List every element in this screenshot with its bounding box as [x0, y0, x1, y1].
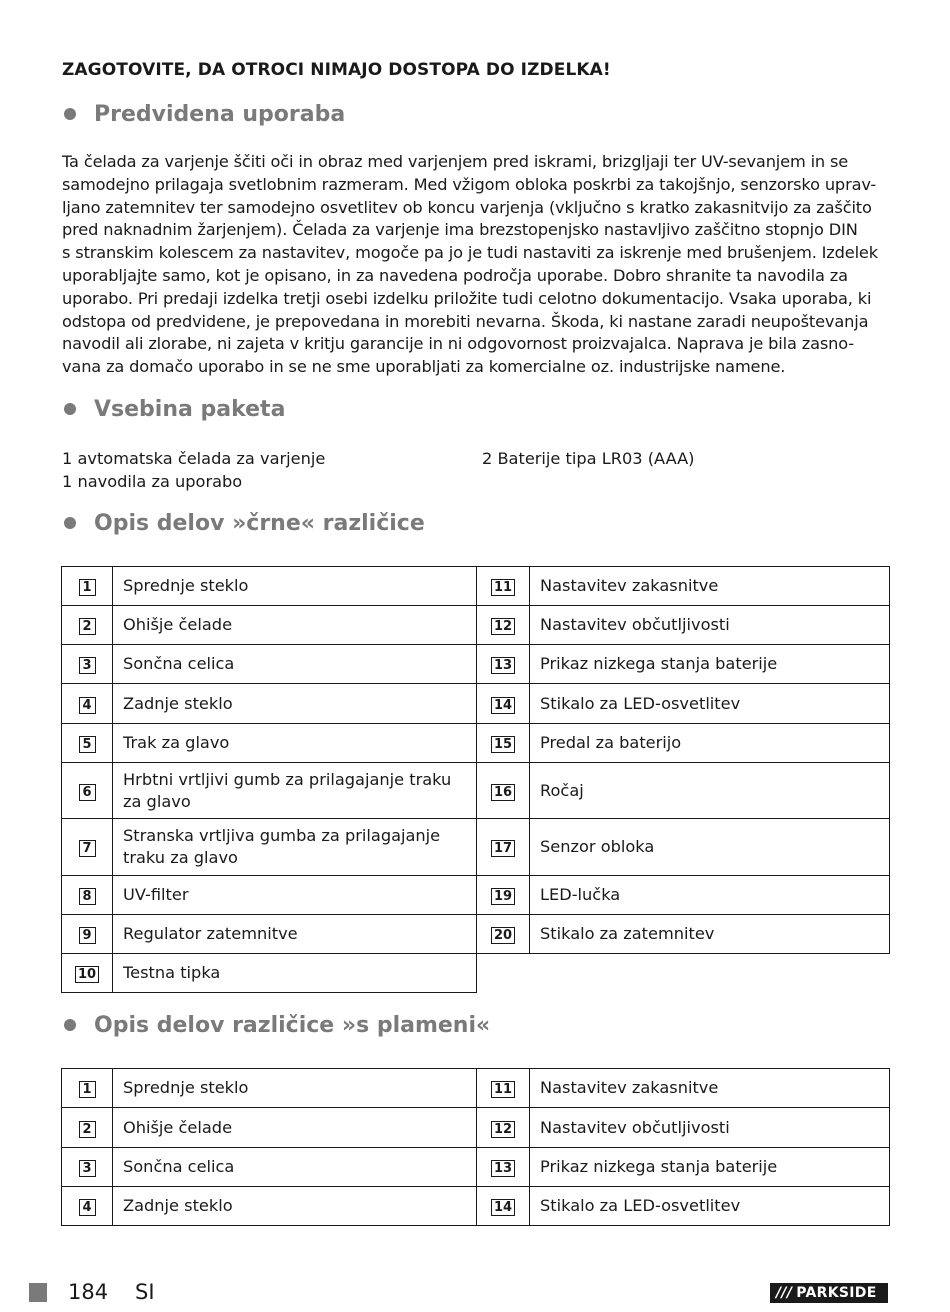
part-label: Prikaz nizkega stanja baterije	[530, 1148, 890, 1187]
parts-row	[62, 819, 890, 876]
contents-right-list	[482, 448, 694, 471]
heading-text: Opis delov različice »s plameni«	[94, 1012, 491, 1038]
part-label: Testna tipka	[113, 954, 477, 993]
part-label: LED-lučka	[530, 876, 890, 915]
child-safety-warning: ZAGOTOVITE, DA OTROCI NIMAJO DOSTOPA DO IZDELKA!	[62, 60, 611, 80]
part-number: 3	[79, 1160, 96, 1177]
part-number-cell	[477, 606, 530, 645]
logo-mark: ///	[776, 1285, 793, 1301]
part-number-cell	[62, 684, 113, 724]
part-number: 6	[79, 784, 96, 801]
part-number: 16	[491, 784, 515, 801]
bullet-icon	[64, 517, 76, 529]
part-label: Hrbtni vrtljivi gumb za prilagajanje traku za glavo	[113, 763, 477, 819]
part-label: Senzor obloka	[530, 819, 890, 876]
part-number: 17	[491, 840, 515, 857]
part-number-cell	[62, 763, 113, 819]
part-label: Nastavitev občutljivosti	[530, 606, 890, 645]
footer-marker	[29, 1283, 47, 1302]
part-label: Regulator zatemnitve	[113, 915, 477, 954]
part-number-cell	[62, 645, 113, 684]
part-number: 10	[75, 966, 99, 983]
parts-row	[62, 954, 890, 993]
paragraph-line: vana za domačo uporabo in se ne sme uporabljati za komercialne oz. industrijske namene.	[62, 357, 786, 377]
part-label: Nastavitev zakasnitve	[530, 567, 890, 606]
part-number: 2	[79, 618, 96, 635]
heading-black-variant	[62, 508, 425, 538]
bullet-icon	[64, 403, 76, 415]
parkside-logo	[770, 1283, 888, 1303]
part-label: Zadnje steklo	[113, 1187, 477, 1226]
part-label: Nastavitev zakasnitve	[530, 1069, 890, 1108]
part-number: 8	[79, 888, 96, 905]
part-number: 7	[79, 840, 96, 857]
paragraph-line: navodil ali zlorabe, ni zajeta v kritju garancije in ni odgovornost proizvajalca. Naprava je bila zasno-	[62, 334, 854, 354]
paragraph-line: s stranskim kolescem za nastavitev, mogoče pa jo je tudi nastaviti za iskrenje med brušenjem. Izdelek	[62, 243, 878, 263]
contents-item: 1 navodila za uporabo	[62, 471, 243, 491]
part-number-cell	[477, 1108, 530, 1148]
part-label: Ohišje čelade	[113, 606, 477, 645]
part-number: 3	[79, 657, 96, 674]
part-number-cell	[62, 1108, 113, 1148]
parts-row	[62, 915, 890, 954]
part-number-cell	[477, 1187, 530, 1226]
heading-intended-use	[62, 99, 345, 129]
part-number-cell	[477, 645, 530, 684]
part-number-cell	[477, 567, 530, 606]
parts-row	[62, 724, 890, 763]
part-number-cell	[477, 915, 530, 954]
heading-text: Predvidena uporaba	[94, 101, 346, 127]
intended-use-paragraph	[62, 151, 888, 379]
part-number-cell	[62, 724, 113, 763]
part-label: Stikalo za LED-osvetlitev	[530, 1187, 890, 1226]
parts-table-black	[61, 566, 890, 993]
parts-row	[62, 1148, 890, 1187]
part-number: 20	[491, 927, 515, 944]
paragraph-line: pred naknadnim žarjenjem). Čelada za varjenje ima brezstopenjsko nastavljivo zaščitno stopnjo DIN	[62, 220, 858, 240]
part-label: Ohišje čelade	[113, 1108, 477, 1148]
part-number-cell	[477, 819, 530, 876]
part-label: Sončna celica	[113, 1148, 477, 1187]
part-number-cell	[477, 724, 530, 763]
parts-row	[62, 876, 890, 915]
part-label: Stikalo za zatemnitev	[530, 915, 890, 954]
part-number: 11	[491, 1081, 515, 1098]
heading-text: Opis delov »črne« različice	[94, 510, 425, 536]
contents-item: 2 Baterije tipa LR03 (AAA)	[482, 449, 695, 468]
paragraph-line: Ta čelada za varjenje ščiti oči in obraz med varjenjem pred iskrami, brizgljaji ter UV-sevanjem in se	[62, 152, 849, 171]
part-number: 15	[491, 736, 515, 753]
part-label: Stranska vrtljiva gumba za prilagajanje traku za glavo	[113, 819, 477, 876]
bullet-icon	[64, 108, 76, 120]
contents-item: 1 avtomatska čelada za varjenje	[62, 449, 326, 468]
part-number: 11	[491, 579, 515, 596]
parts-row	[62, 567, 890, 606]
part-number-cell	[62, 915, 113, 954]
part-number-cell	[62, 819, 113, 876]
part-number-cell	[62, 567, 113, 606]
part-label: Nastavitev občutljivosti	[530, 1108, 890, 1148]
part-number: 5	[79, 736, 96, 753]
part-number-cell	[62, 876, 113, 915]
part-number: 1	[79, 579, 96, 596]
part-number: 14	[491, 697, 515, 714]
part-number: 12	[491, 1121, 515, 1138]
parts-row	[62, 606, 890, 645]
heading-text: Vsebina paketa	[94, 396, 286, 422]
part-label: Zadnje steklo	[113, 684, 477, 724]
part-label: Sprednje steklo	[113, 1069, 477, 1108]
part-number-cell	[477, 763, 530, 819]
parts-row	[62, 1187, 890, 1226]
part-number-cell	[477, 684, 530, 724]
part-number-cell	[477, 1069, 530, 1108]
part-label: Sončna celica	[113, 645, 477, 684]
part-number: 12	[491, 618, 515, 635]
page-number: 184	[68, 1280, 109, 1304]
parts-row	[62, 763, 890, 819]
heading-package-contents	[62, 394, 285, 424]
part-number: 14	[491, 1199, 515, 1216]
paragraph-line: ljano zatemnitev ter samodejno osvetlitev ob koncu varjenja (vključno s kratko zakasnitvijo za zaščito	[62, 197, 872, 217]
part-label: Trak za glavo	[113, 724, 477, 763]
part-number: 13	[491, 1160, 515, 1177]
parts-row	[62, 645, 890, 684]
parts-table-flames	[61, 1068, 890, 1226]
part-number-cell	[62, 1187, 113, 1226]
part-number: 4	[79, 1199, 96, 1216]
heading-flames-variant	[62, 1010, 490, 1040]
part-label: Stikalo za LED-osvetlitev	[530, 684, 890, 724]
logo-text: PARKSIDE	[796, 1285, 877, 1301]
part-number: 2	[79, 1121, 96, 1138]
part-number: 19	[491, 888, 515, 905]
part-label: Ročaj	[530, 763, 890, 819]
parts-row	[62, 684, 890, 724]
part-number: 1	[79, 1081, 96, 1098]
part-number: 4	[79, 697, 96, 714]
part-label: UV-filter	[113, 876, 477, 915]
parts-row	[62, 1108, 890, 1148]
part-number-cell	[62, 1148, 113, 1187]
part-number: 13	[491, 657, 515, 674]
paragraph-line: odstopa od predvidene, je prepovedana in morebiti nevarna. Škoda, ki nastane zaradi neupoštevanja	[62, 311, 869, 331]
part-label: Prikaz nizkega stanja baterije	[530, 645, 890, 684]
part-number: 9	[79, 927, 96, 944]
part-number-cell	[477, 1148, 530, 1187]
part-number-cell	[62, 954, 113, 993]
paragraph-line: uporabo. Pri predaji izdelka tretji osebi izdelku priložite tudi celotno dokumentacijo. Vsaka uporaba, ki	[62, 288, 872, 308]
parts-row	[62, 1069, 890, 1108]
part-label: Predal za baterijo	[530, 724, 890, 763]
contents-left-list	[62, 448, 325, 493]
part-number-cell	[477, 876, 530, 915]
language-code: SI	[135, 1280, 155, 1304]
part-label: Sprednje steklo	[113, 567, 477, 606]
bullet-icon	[64, 1019, 76, 1031]
empty-cell	[477, 954, 890, 993]
part-number-cell	[62, 1069, 113, 1108]
part-number-cell	[62, 606, 113, 645]
paragraph-line: uporabljajte samo, kot je opisano, in za navedena področja uporabe. Dobro shranite ta navodila za	[62, 265, 848, 285]
paragraph-line: samodejno prilagaja svetlobnim razmeram. Med vžigom obloka poskrbi za takojšnjo, senzorsko uprav-	[62, 174, 877, 194]
